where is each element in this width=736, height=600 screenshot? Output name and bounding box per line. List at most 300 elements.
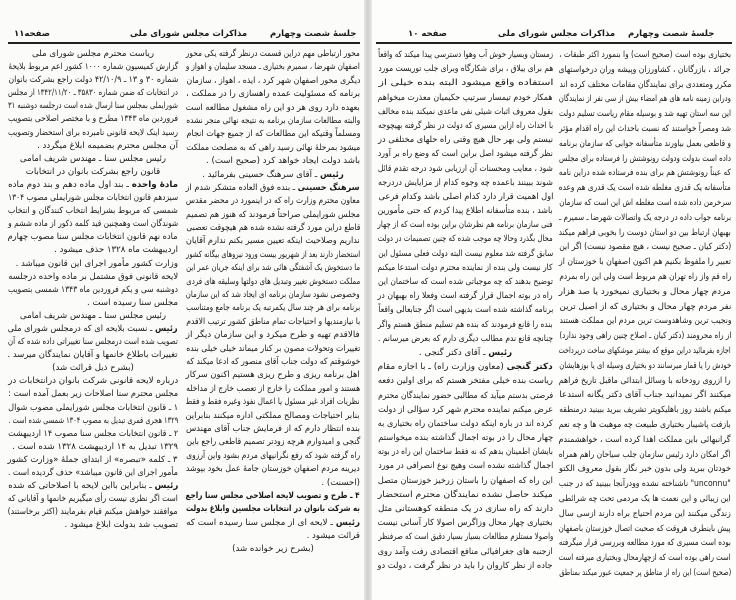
speaker-name: مادهٔ واحده [131,179,178,190]
line-text: مجلس شورایملی صراحتاً فرمودند که هنوز هم تصمیم [186,209,360,220]
line-text: با نیازمندیها و احتیاجات تمام مناطق کشور ترتیب الاقدم [186,316,360,327]
text-line [378,459,553,473]
line-text: لایحه قانونی فوق مشتمل بر ماده واحده درجلسه [8,271,178,282]
line-text: نظر گرفته میشود اصل براین است که وضع راه بر آورد [378,149,553,160]
text-line [186,48,360,61]
line-text: این سه استان تهیه شد و بوسیله مقام ریاست تسلیم دولت [559,109,731,120]
text-line-content [378,176,553,190]
text-line [559,181,731,196]
text-line [186,276,360,289]
text-line-content [378,403,553,417]
text-line [378,190,553,204]
line-text: راه در بوته اجمال قرار گرفته است وفعلا راه بهبهان در [378,291,553,302]
text-line-content [8,336,178,349]
page-number: صفحه۱۱ [14,29,51,39]
text-line-content [8,218,178,231]
line-text: (دکتر کیان ـ صحیح نیست ، هیچ مقصود نیست) اگر این [559,242,731,253]
line-text: رئیس مجلس سنا ـ مهندس شریف امامی [19,310,167,321]
text-line-content [186,490,360,503]
text-line [559,196,731,211]
text-line-content [8,113,178,126]
line-text: گرانبهائی باین مملکت اهدا کرده است ، خواهشمندم [559,434,731,445]
line-text: قاطع دراین مورد گرفته نشده شده هم هیچوقت تعصبی [186,223,360,234]
line-text: بایشان اطمینان بدهم که نه فقط ساختمان این راه در بوته [378,447,553,458]
running-title: مذاکرات مجلس شورای ملی [130,29,248,39]
text-line [378,530,553,544]
text-line-content [378,459,553,473]
text-line [378,431,553,445]
text-line [186,343,360,356]
text-line-content [559,107,731,122]
line-text: با احداث راه ازاین مسیری که دولت در نظر گرفته بهیچوجه [378,120,553,131]
text-line-content [378,516,553,530]
line-text: میکند حاصل نشده نمایندگان محترم استحضار [378,489,553,500]
text-line [8,48,178,61]
text-line [559,344,731,359]
line-text: نظریات افراد غیر مسئول یا اعمال نفوذ وغیره فقط و فقط [186,397,360,408]
text-line-content [378,76,553,90]
text-line-content [559,448,731,463]
text-line [8,310,178,323]
line-text: محور ارتباطی مهم دراین قسمت درنظر گرفته یکی محور [186,49,360,59]
text-line-content [378,147,553,161]
text-line-content [559,374,731,389]
text-line [378,204,553,218]
page-number: صفحه ۱۰ [408,29,447,39]
text-line-content [186,383,360,396]
text-line-content [232,543,314,556]
line-text: از راه محرومند (دکتر کیان ـ اصلاح چنین راهی وجود ندارد) [559,331,731,342]
line-text: کرده اند در باره اینکه دولت ساختمان راه بختیاری به [378,418,553,429]
text-line-content [378,190,553,204]
line-text: فالاقدم تهیه و طرح میکرد و این سازمان دیگر از [186,330,360,341]
text-line-content [186,503,360,516]
text-line [8,336,178,349]
line-text: بختیاری چهار محال وزاگرس اصولا کار آسانی نیست [378,518,553,529]
text-line [186,115,360,128]
text-line-content [8,87,178,100]
text-line [186,410,360,423]
line-text: مأمور اجرای این قانون میباشد» حذف گردیده است . [8,468,178,478]
line-text: این زیبائی و این نعمت ها یک مردمی تحت چه شرائطی [559,493,731,504]
text-line-content [8,388,178,401]
line-text: رسید اینک لایحه قانونی نامبرده برای استحضار وتصویب [8,127,178,138]
text-line-content [378,232,553,246]
text-line-content [26,166,160,179]
text-line [8,519,178,532]
text-line-content [186,276,360,289]
text-line-content [559,196,731,211]
text-line-content [559,152,731,167]
text-line-content [54,244,178,257]
line-text: میکنند اگر نمیدانید جناب آقای دکتر یگانه استدعا [559,390,731,401]
line-text: همکار خودم تیمسار سرتیپ حکیمیان معذرت میخواهم [378,92,553,103]
text-line-content [559,418,731,433]
text-line-content [378,62,553,76]
text-line [186,396,360,409]
line-text: فنی سازمان برنامه هم نظرشان براین بوده است که از چهار [378,220,553,231]
line-text: مکرر ومتعددی برای نمایندگان مقامات مختلف کرده اند [559,79,731,90]
text-line [186,61,360,74]
line-text: بعهده دارد روی هر دو این راه مشغول مطالعه است [186,102,360,113]
text-line-content [186,436,360,449]
text-line-content [378,417,553,431]
text-line [8,218,178,231]
text-line [186,75,360,88]
line-text: معاون محترم وزارت راه که در اینمورد در محضر مقدس [186,196,360,207]
line-text: ما دستخوش یک آشفتگی هائی شد برای اینکه جریان عمر این [186,263,360,274]
text-line [378,360,553,374]
line-text: هستند و امور مملکت را خارج از تعصب خارج از مداخله [186,383,360,394]
text-line-content [559,300,731,315]
text-line [378,133,553,147]
line-text: درباره لایحه قانونی شرکت بانوان درانتخابات در [7,376,178,387]
line-text: که عیناً رونوشتش هم برای بنده فرستاده شده دراین نامه [559,168,731,179]
text-line-content [321,477,360,490]
line-text: ۲ ـ قانون انتخابات مجلس سنا مصوب ۱۴ اردیبهشت [8,428,178,439]
text-line [559,551,731,566]
text-line-content [16,258,178,271]
text-line [559,78,731,93]
text-line-content [8,271,178,284]
text-line-content [186,517,360,530]
text-line-content [559,388,731,403]
text-line-content [559,285,731,300]
text-line [378,275,553,289]
text-line [186,262,360,275]
text-line-content [378,502,553,516]
line-text: ۳ ـ کلمه «تبصره» از ابتدای جملهٔ «وزارت کشور [8,454,178,465]
text-line-content [186,182,360,195]
text-line-content [186,235,360,248]
text-line-content [186,61,360,74]
line-text: ـ نسبت بلایحه ای که درمجلس شورای ملی [8,323,156,334]
text-line [559,418,731,433]
text-column [8,48,178,532]
text-line [559,329,731,344]
line-text: شوندگان است وهمچنین قید کلمه ذکور از ماده ششم و [8,219,178,230]
running-title: مذاکرات مجلس شورای ملی [498,29,616,39]
text-line-content [378,204,553,218]
speaker-name: رئیس [488,347,513,358]
speaker-name: رئیس [319,169,344,180]
text-line [186,209,360,222]
line-text: اول اهمیت قرار دارد کدام اصلی باشد وکدام فرعی [378,191,553,202]
line-text: فرصتی بدستم میآید که مطالبی حضور نمایندگان محترم [378,390,553,401]
text-line [186,356,360,369]
line-text: تصویب شده است درمجلس سنا تغییراتی داده شده که آن [8,337,178,348]
line-text: ۱۳۲۹ هجری قمری تبدیل به مصوب ۱۳۰۴ شمسی شده است . [8,415,178,426]
text-line [186,436,360,449]
text-line-content [559,255,731,270]
line-text: دیگری محور اصفهان شهر کرد ، ایذه ، اهواز ، سازمان [186,75,360,86]
text-line [186,503,360,516]
text-line [8,467,178,480]
line-text: بهبهان ارتباط بین دو استان دوست را بخوبی فراهم میکند [559,227,731,238]
text-line [8,231,178,244]
line-text: دیرینه مردم اصفهان خوزستان جامهٔ عمل بخود بپوشد [186,464,360,475]
line-text: ـ آقای سرهنگ حسینی بفرمائید . [202,169,320,180]
text-line [378,332,553,346]
text-line-content [8,179,178,192]
line-text: والبته مطالعات سازمان برنامه به نتیجه نهائی منجر نشده [186,115,360,126]
text-line-content [186,450,360,463]
line-text: خوشوقتم که دولت جناب آقای منصور که ادعا میکند که [186,356,360,367]
line-text: داده است بدولت ودولت رونوشتش را فرستاده برای مجلس [559,153,731,164]
text-line-content [186,249,360,262]
line-text: برنامه جواب داده در درجه یک واتصالات شهرضا ـ سمیرم ـ [559,212,731,223]
line-text: اجازه بفرمائید دراین موقع که بیشتر موشکهای ساخت درپرداخت [559,345,731,356]
text-line [378,545,553,559]
text-line-content [186,262,360,275]
line-text: (صحیح است) این راه از مناطق پر جمعیت عبور میکند بمناطق [559,567,731,578]
line-text: نفر مردم چهار محال و بختیاری که از اصیل ترین [559,301,731,312]
text-line [559,388,731,403]
text-line [378,261,553,275]
line-text: مملکت دستخوش تغییر وتبدیل های دولتها وسلیقه های فردی [186,276,360,287]
line-text: اگر امکان دارد رئیس سازمان جلب سیاحان راهم همراه [559,449,731,460]
text-line [559,270,731,285]
text-line-content [8,467,178,480]
text-line [186,182,360,195]
text-line [186,369,360,382]
line-text: برنامه گذاشته شده است بدیهی است اگر جنابعالی واقعاً [378,305,553,316]
text-line-content [186,75,360,88]
text-line [378,346,553,360]
line-text: فروردین ماه ۱۳۴۳ مطرح و با مختصر اصلاحی بتصویب [8,114,178,125]
text-line [8,493,178,506]
text-line [378,303,553,317]
text-line [8,480,178,493]
text-line [378,318,553,332]
text-line [186,222,360,235]
text-line-content [559,344,731,359]
text-line-content [186,128,360,141]
line-text: واصولا مستلزم مطالعات بسیار بسیار دقیق است که صرفنظر [378,532,553,543]
line-text: ـ بنده فوق العاده متشکر شدم از [186,182,299,193]
line-text: ماده نهم قانون انتخابات مجلس سنا مصوب چهارم [8,232,178,243]
text-line-content [559,566,731,581]
text-line [559,226,731,241]
text-line [378,374,553,388]
line-text: ودراین زمینه نامه های هم امضاء بیش از سی نفر از نمایندگان [559,94,731,105]
text-line-content [186,316,360,329]
text-line-content [12,441,178,454]
text-line-content [8,127,178,140]
line-text: دوشنبه سی و یکم فروردین ماه ۱۳۴۳ شمسی بتصویب [8,284,178,295]
text-line-content [20,310,166,323]
text-line-content [186,369,360,382]
text-line [8,388,178,401]
line-text: اهل برنامه ریزی و طرح ریزی هستیم اکنون سرکار [186,370,360,381]
line-text: متأسفانه یک قدری مغلطه شده است یک قدری هم وعده [559,183,731,194]
line-text: نداریم وصلاحیت اینکه تعیین مسیر بکنم ندارم آقایان [186,236,360,247]
line-text: (معاون وزارت راه) ـ با اجازه مقام [378,362,507,373]
text-line-content [186,356,360,369]
text-line-content [202,169,344,182]
speaker-name: سرهنگ حسینی [298,182,360,193]
text-line [378,218,553,232]
text-line-content [378,133,553,147]
line-text: بنابر احتیاجات ومصالح مملکتی اداره میکنند بنابراین [186,410,360,421]
text-line [378,559,553,573]
line-text: تغییرات وتحولات مصون بر کنار میماند خیلی خیلی بنده [186,343,360,354]
text-line [8,153,178,166]
text-line-content [378,332,553,346]
text-line [186,477,360,490]
text-line-content [559,226,731,241]
text-line-content [8,61,178,74]
text-line [8,113,178,126]
line-text: میشود بمرحلهٔ نهائی رسید راهی که به مصلحت مملکت [186,142,360,153]
line-text: مجلس محترم سنا اصلاحات زیر بعمل آمده است : [8,389,178,400]
line-text: شماره ۳۰ و ۱۳ ـ ۴۲/۱۰/۹ دولت راجع بشرکت بانوان [8,75,178,86]
line-text: به شرکت بانوان در انتخابات مجلسین وابلاغ بدولت [186,504,360,515]
text-line [186,102,360,115]
text-line [378,91,553,105]
line-text: توضیح بدهند که چه موجباتی شده است که ساختمان این [378,277,553,287]
line-text: بقول معروف اثبات شیئی نفی ماعدی نمیکند بنده مخالف [378,106,553,117]
line-text: ۱۳۲۹ تبدیل به ۱۴ اردیبهشت ۱۳۲۸ شده است . [12,441,178,452]
line-text: ریاست محترم مجلس شورای ملی [32,49,154,59]
line-text: باشد ، بنده متأسفانه اطلاع پیدا کردم که حتی مأمورین [378,206,553,217]
text-line-content [8,284,178,297]
text-line [559,477,731,492]
line-text: استفاده واقع میشود البته بنده خیلی از [378,78,553,89]
text-line [559,166,731,181]
text-column [378,48,553,573]
line-text: این راه که اصفهان را باستان زرخیز خوزستان متصل [378,475,553,486]
line-text: هم برای ییلاق ، برای شکارگاه وبرای جلب توریست مورد [378,64,553,75]
line-text: چهار محال را در بوته اجمال گذاشته بنده میخواستم [378,433,553,444]
line-text: برنامه برای هر چند سال یکمرتبه یک برنامه جامع ومتناسب [186,303,360,314]
text-column [559,48,731,581]
text-line-content [559,92,731,107]
text-line [186,128,360,141]
line-text: بختیاری بوده است (صحیح است) وا بنمورد اکثر طبقات ، [559,50,731,60]
session-title: جلسهٔ شصت وچهارم [628,29,715,39]
text-line-content [378,289,553,303]
line-text: گزارش کمیسیون شماره ۱۰۰۰ کشور اعم مربوط بلایحهٔ [8,62,178,73]
text-line-content [378,119,553,133]
text-line-content [378,530,553,544]
line-text: تصویب شد بدولت ابلاغ میشود . [64,520,178,531]
text-line [8,362,178,375]
text-line-content [559,270,731,285]
text-line [378,232,553,246]
session-title: جلسهٔ شصت وچهارم [270,29,357,39]
text-line [559,152,731,167]
line-text: عرض میکنم نماینده محترم شهر کرد سؤالی از دولت [378,404,553,415]
text-line [378,516,553,530]
book-gutter [364,0,372,600]
text-line-content [378,360,553,374]
line-text: (احسنت) . [321,477,360,488]
text-line [186,195,360,208]
text-line-content [186,423,360,436]
text-line-content [559,477,731,492]
line-text: نیستم ولی بهر حال هیچ وقتی راه حلهای مختلفی در [378,135,553,146]
text-column [186,48,360,557]
line-text: خودتان ببرید ولی بدون خبر نگار بقول معروف الکتو [559,464,731,475]
text-line [378,62,553,76]
text-line [8,74,178,87]
text-line [559,536,731,551]
line-text: (بشرح زیر خوانده شد) [232,544,314,555]
line-text: خودش را یا قمار میرسانند دو بختیاری وسیله ای یا بوزهایشان [559,360,731,371]
text-line-content [186,343,360,356]
text-line-content [8,205,178,218]
text-line [8,205,178,218]
text-line-content [378,474,553,488]
text-line-content [378,318,553,332]
line-text: در انتخابات که ضمن شماره ۳۵۸۳۰ ـ ۱۳۴۲/۱۱/۲۰ از مجلس [8,88,178,99]
text-line [186,423,360,436]
text-line-content [559,403,731,418]
text-line-content [186,329,360,342]
line-text: پیش باینطرف هروقت که صحبت اتصال خوزستان باصفهان [559,523,731,534]
text-line [8,284,178,297]
text-line [186,383,360,396]
text-line-content [559,314,731,329]
line-text: راه قم واز راه تهران هم مربوط است ولی این راه بمردم [559,271,731,282]
text-line [8,244,178,257]
text-line-content [186,463,360,476]
text-line-content [559,522,731,537]
line-text: ازجنبه های جغرافیائی منافع اقتصادی رفت وآمد روی [378,546,553,557]
line-text: سابق گرفته شد معلوم نیست البته دولت فعلی مسئول این [378,248,553,259]
text-line [8,506,178,519]
text-line [378,76,553,90]
text-line [559,240,731,255]
text-line [559,448,731,463]
line-text: بوده است مسیری که مورد مطالعه وبررسی قرار میگرفته [559,538,731,549]
text-line [559,255,731,270]
text-line-content [378,162,553,176]
text-line-content [378,261,553,275]
text-line-content [559,359,731,374]
text-line [186,517,360,530]
line-text: "unconnu" ناشناخته نشده وودرآنجا ببینید که در جنب [559,479,731,490]
text-line-content [378,545,553,559]
text-line [8,179,178,192]
line-text: ۴ ـ طرح و تصویب لایحه اصلاحی مجلس سنا راجع [186,490,360,501]
line-text: ۱ ـ قانون انتخابات مجلس شورایملی مصوب شوال [8,402,178,413]
text-line-content [378,91,553,105]
text-line-content [378,488,553,502]
line-text: راه گرفته شود که رفع نگرانیهای مردم بشود واین آرزوی [186,450,360,461]
text-line-content [378,374,553,388]
text-line [378,147,553,161]
text-line-content [65,519,179,532]
text-line [8,192,178,205]
text-line [8,87,178,100]
text-line [8,127,178,140]
text-line [8,258,178,271]
text-line-content [186,222,360,235]
text-line [186,142,360,155]
text-line-content [559,240,731,255]
text-line-content [559,507,731,522]
text-line-content [559,492,731,507]
header-rule [376,42,732,44]
text-line [8,100,178,113]
text-line-content [378,48,553,62]
text-line-content [559,137,731,152]
line-text: شود ، معایب ومحسنات آن ارزیابی شود درجه تقدم قائل [378,163,553,174]
text-line-content [8,480,178,493]
line-text: و قاطعی بعمل بیاورند متأسفانه جوابی که سازمان برنامه [559,138,731,149]
